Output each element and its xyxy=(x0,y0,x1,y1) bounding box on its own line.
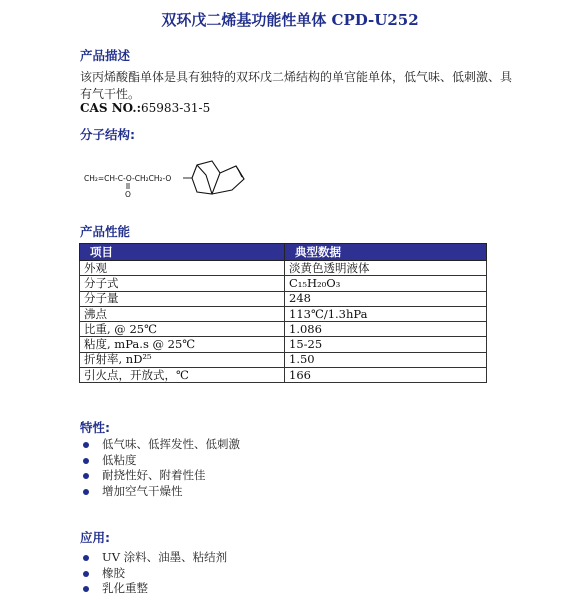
table-row xyxy=(80,306,487,321)
features-list xyxy=(80,437,240,499)
list-item xyxy=(80,581,227,597)
list-item-text: 橡胶 xyxy=(102,565,125,580)
list-item-text: 乳化重整 xyxy=(102,581,148,596)
table-row xyxy=(80,337,487,352)
column-header-typical-data: 典型数据 xyxy=(285,244,487,261)
features-heading: 特性: xyxy=(80,420,110,435)
cas-label: CAS NO.: xyxy=(80,101,142,115)
property-name: 外观 xyxy=(80,261,285,276)
cas-value: 65983-31-5 xyxy=(141,101,211,115)
bullet-icon xyxy=(83,442,89,448)
table-row xyxy=(80,261,487,276)
cas-number xyxy=(80,101,210,115)
table-row xyxy=(80,352,487,367)
property-name: 折射率, nD²⁵ xyxy=(80,352,285,367)
list-item-text: 低气味、低挥发性、低刺激 xyxy=(102,437,240,451)
property-name: 比重, @ 25℃ xyxy=(80,322,285,337)
bullet-icon xyxy=(83,489,89,495)
property-value: 15-25 xyxy=(285,337,487,352)
list-item xyxy=(80,453,240,469)
applications-heading: 应用: xyxy=(80,530,110,545)
property-value: C₁₅H₂₀O₃ xyxy=(285,276,487,291)
carbonyl-oxygen-label: O xyxy=(125,190,131,199)
list-item xyxy=(80,566,227,582)
molecular-structure-heading: 分子结构: xyxy=(80,127,135,142)
table-row xyxy=(80,276,487,291)
property-name: 沸点 xyxy=(80,306,285,321)
list-item xyxy=(80,468,240,484)
property-value: 淡黄色透明液体 xyxy=(285,261,487,276)
property-value: 166 xyxy=(285,368,487,383)
bullet-icon xyxy=(83,555,89,561)
property-name: 引火点，开放式，℃ xyxy=(80,368,285,383)
bullet-icon xyxy=(83,586,89,592)
product-properties-heading: 产品性能 xyxy=(80,224,131,239)
table-row xyxy=(80,368,487,383)
table-header-row xyxy=(80,244,487,261)
applications-list xyxy=(80,550,227,597)
dicyclopentadiene-ring xyxy=(192,161,244,194)
list-item-text: 低粘度 xyxy=(102,452,137,467)
property-value: 248 xyxy=(285,291,487,306)
table-row xyxy=(80,322,487,337)
property-name: 分子量 xyxy=(80,291,285,306)
column-header-item: 项目 xyxy=(80,244,285,261)
list-item-text: UV 涂料、油墨、粘结剂 xyxy=(102,550,228,564)
table-row xyxy=(80,291,487,306)
list-item-text: 耐挠性好、附着性佳 xyxy=(102,468,206,483)
bullet-icon xyxy=(83,473,89,479)
properties-table xyxy=(79,243,487,383)
product-description-heading: 产品描述 xyxy=(80,48,131,63)
list-item xyxy=(80,484,240,500)
property-name: 分子式 xyxy=(80,276,285,291)
list-item xyxy=(80,550,227,566)
property-name: 粘度, mPa.s @ 25℃ xyxy=(80,337,285,352)
list-item xyxy=(80,437,240,453)
molecular-structure-diagram xyxy=(84,148,284,210)
property-value: 113℃/1.3hPa xyxy=(285,306,487,321)
product-description-text: 该丙烯酸酯单体是具有独特的双环戊二烯结构的单官能单体，低气味、低刺激、具有气干性。 xyxy=(80,70,513,101)
property-value: 1.50 xyxy=(285,352,487,367)
list-item-text: 增加空气干燥性 xyxy=(102,483,183,498)
property-value: 1.086 xyxy=(285,322,487,337)
bullet-icon xyxy=(83,458,89,464)
bullet-icon xyxy=(83,571,89,577)
structure-chain-label: CH₂=CH-C-O-CH₂CH₂-O xyxy=(84,174,172,183)
document-title: 双环戊二烯基功能性单体 CPD-U252 xyxy=(161,11,419,29)
